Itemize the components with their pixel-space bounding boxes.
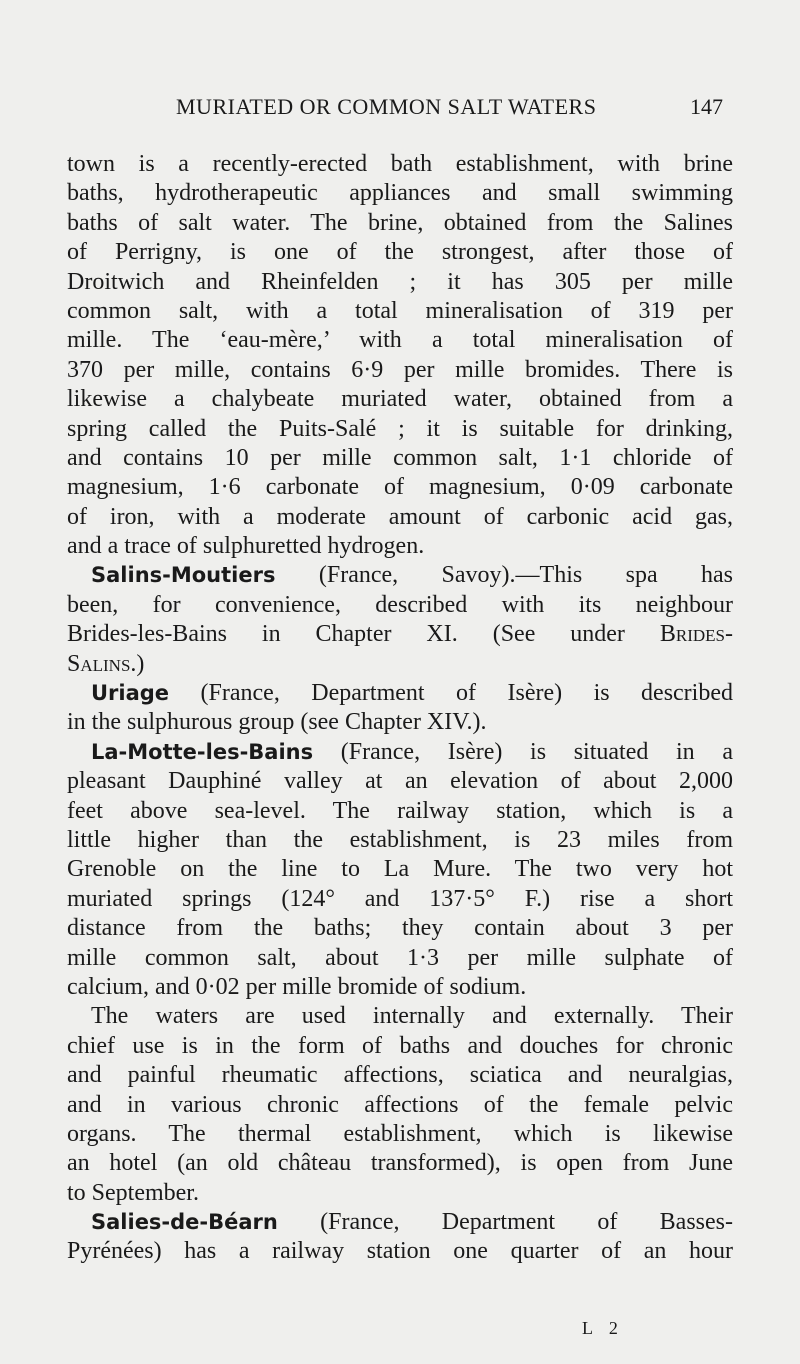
text-line: Droitwich and Rheinfelden ; it has 305 per mille <box>67 268 733 295</box>
text-line <box>67 620 733 649</box>
text-line: distance from the baths; they contain about 3 per <box>67 915 733 942</box>
text-line: and painful rheumatic affections, sciatica and neuralgias, <box>67 1062 733 1089</box>
entry-heading-salies-de-bearn: Salies-de-Béarn <box>91 1210 278 1235</box>
text-span: (France, Department of Basses- <box>277 1209 733 1236</box>
text-line: 370 per mille, contains 6·9 per mille bromides. There is <box>67 356 733 383</box>
text-line <box>67 738 733 767</box>
text-line: organs. The thermal establishment, which is likewise <box>67 1120 733 1147</box>
text-line: of iron, with a moderate amount of carbonic acid gas, <box>67 503 733 530</box>
text-line: to September. <box>67 1179 199 1206</box>
text-line: and contains 10 per mille common salt, 1·1 chloride of <box>67 444 733 471</box>
text-line: spring called the Puits-Salé ; it is suitable for drinking, <box>67 415 733 442</box>
text-line: baths of salt water. The brine, obtained from the Salines <box>67 209 733 236</box>
text-line: baths, hydrotherapeutic appliances and small swimming <box>67 180 733 207</box>
text-span: Brides-les-Bains in Chapter XI. (See under <box>67 621 660 648</box>
text-line: of Perrigny, is one of the strongest, after those of <box>67 239 733 266</box>
text-line: mille. The ‘eau-mère,’ with a total mineralisation of <box>67 327 733 354</box>
text-line: calcium, and 0·02 per mille bromide of sodium. <box>67 973 527 1000</box>
running-head <box>0 94 800 124</box>
text-line: likewise a chalybeate muriated water, obtained from a <box>67 386 733 413</box>
text-line: feet above sea-level. The railway station, which is a <box>67 797 733 824</box>
text-line: pleasant Dauphiné valley at an elevation of about 2,000 <box>67 768 733 795</box>
signature-mark: L 2 <box>582 1318 624 1338</box>
text-line: in the sulphurous group (see Chapter XIV.). <box>67 709 487 736</box>
entry-heading-la-motte-les-bains: La-Motte-les-Bains <box>91 739 314 764</box>
text-line: muriated springs (124° and 137·5° F.) rise a short <box>67 885 733 912</box>
text-span: (France, Isère) is situated in a <box>313 738 733 765</box>
text-line: Pyrénées) has a railway station one quarter of an hour <box>67 1238 733 1265</box>
text-line: The waters are used internally and externally. Their <box>91 1003 733 1030</box>
text-line: mille common salt, about 1·3 per mille sulphate of <box>67 944 733 971</box>
cross-reference: Brides- <box>659 621 733 648</box>
text-line: magnesium, 1·6 carbonate of magnesium, 0·09 carbonate <box>67 474 733 501</box>
text-line: chief use is in the form of baths and douches for chronic <box>67 1032 733 1059</box>
text-line: common salt, with a total mineralisation of 319 per <box>67 297 733 324</box>
text-span: (France, Department of Isère) is described <box>169 680 733 707</box>
text-line <box>67 650 733 679</box>
text-span: (France, Savoy).—This spa has <box>275 562 733 589</box>
text-line: an hotel (an old château transformed), is open from June <box>67 1150 733 1177</box>
body-text <box>67 150 733 1267</box>
text-line: been, for convenience, described with its neighbour <box>67 591 733 618</box>
text-line <box>67 1208 733 1237</box>
text-line: little higher than the establishment, is 23 miles from <box>67 826 733 853</box>
page-number: 147 <box>690 94 723 119</box>
entry-heading-uriage: Uriage <box>91 681 170 706</box>
text-span: .) <box>130 650 145 677</box>
text-line <box>67 679 733 708</box>
text-line: and in various chronic affections of the female pelvic <box>67 1091 733 1118</box>
text-line: Grenoble on the line to La Mure. The two very hot <box>67 856 733 883</box>
running-title: MURIATED OR COMMON SALT WATERS <box>176 94 597 119</box>
cross-reference: Salins <box>67 650 131 677</box>
text-line: and a trace of sulphuretted hydrogen. <box>67 533 425 560</box>
text-line: town is a recently-erected bath establishment, with brine <box>67 151 733 177</box>
entry-heading-salins-moutiers: Salins-Moutiers <box>91 563 276 588</box>
text-line <box>67 561 733 590</box>
